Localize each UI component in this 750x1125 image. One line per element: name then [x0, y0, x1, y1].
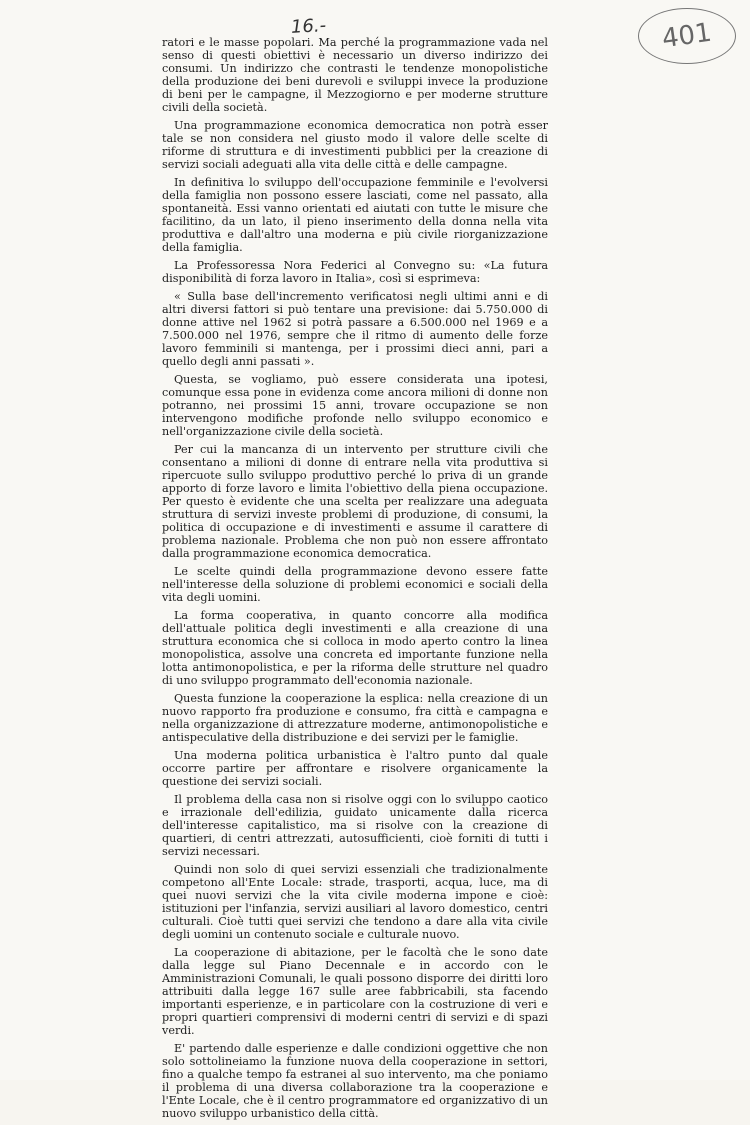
paragraph: La cooperazione di abitazione, per le facoltà che le sono date dalla legge sul Piano Decennale e in accordo con le Amministrazioni Comunali, le quali possono disporre dei diritti loro attribuiti dalla legge 167 sulle aree fabbricabili, sta facendo importanti esperienze, e in particolare con la costruzione di veri e propri quartieri comprensivi di moderni centri di servizi e di spazi verdi.: [162, 946, 548, 1037]
paragraph: Il problema della casa non si risolve oggi con lo sviluppo caotico e irrazionale dell'edilizia, guidato unicamente dalla ricerca dell'interesse capitalistico, ma si risolve con la creazione di quartieri, di centri attrezzati, autosufficienti, cioè forniti di tutti i servizi necessari.: [162, 793, 548, 858]
paragraph: Questa funzione la cooperazione la esplica: nella creazione di un nuovo rapporto fra produzione e consumo, fra città e campagna e nella organizzazione di attrezzature moderne, antimonopolistiche e antispeculative della distribuzione e dei servizi per le famiglie.: [162, 692, 548, 744]
paragraph: Una moderna politica urbanistica è l'altro punto dal quale occorre partire per affrontare e risolvere organicamente la questione dei servizi sociali.: [162, 749, 548, 788]
paragraph: Una programmazione economica democratica non potrà esser tale se non considera nel giusto modo il valore delle scelte di riforme di struttura e di investimenti pubblici per la creazione di servizi sociali adeguati alla vita delle città e delle campagne.: [162, 119, 548, 171]
paragraph: Questa, se vogliamo, può essere considerata una ipotesi, comunque essa pone in evidenza come ancora milioni di donne non potranno, nei prossimi 15 anni, trovare occupazione se non intervengono modifiche profonde nello sviluppo economico e nell'organizzazione civile della società.: [162, 373, 548, 438]
paragraph: ratori e le masse popolari. Ma perché la programmazione vada nel senso di questi obiettivi è necessario un diverso indirizzo dei consumi. Un indirizzo che contrasti le tendenze monopolistiche della produzione dei beni durevoli e sviluppi invece la produzione di beni per le campagne, il Mezzogiorno e per moderne strutture civili della società.: [162, 36, 548, 114]
paragraph: E' partendo dalle esperienze e dalle condizioni oggettive che non solo sottolineiamo la funzione nuova della cooperazione in settori, fino a qualche tempo fa estranei al suo intervento, ma che poniamo il problema di una diversa collaborazione tra la cooperazione e l'Ente Locale, che è il centro programmatore ed organizzativo di un nuovo sviluppo urbanistico della città.: [162, 1042, 548, 1120]
page-number: 16.-: [290, 15, 327, 38]
paragraph: Per cui la mancanza di un intervento per strutture civili che consentano a milioni di donne di entrare nella vita produttiva si ripercuote sullo sviluppo produttivo perché lo priva di un grande apporto di forze lavoro e limita l'obiettivo della piena occupazione. Per questo è evidente che una scelta per realizzare una adeguata struttura di servizi investe problemi di produzione, di consumi, la politica di occupazione e di investimenti e assume il carattere di problema nazionale. Problema che non può non essere affrontato dalla programmazione economica democratica.: [162, 443, 548, 560]
quotation-paragraph: « Sulla base dell'incremento verificatosi negli ultimi anni e di altri diversi fattori si può tentare una previsione: dai 5.750.000 di donne attive nel 1962 si potrà passare a 6.500.000 nel 1969 e a 7.500.000 nel 1976, sempre che il ritmo di aumento delle forze lavoro femminili si mantenga, per i prossimi dieci anni, pari a quello degli anni passati ».: [162, 290, 548, 368]
archive-mark-circle: [638, 8, 736, 64]
paragraph: Quindi non solo di quei servizi essenziali che tradizionalmente competono all'Ente Locale: strade, trasporti, acqua, luce, ma di quei nuovi servizi che la vita civile moderna impone e cioè: istituzioni per l'infanzia, servizi ausiliari al lavoro domestico, centri culturali. Cioè tutti quei servizi che tendono a dare alla vita civile degli uomini un contenuto sociale e culturale nuovo.: [162, 863, 548, 941]
paragraph: La forma cooperativa, in quanto concorre alla modifica dell'attuale politica degli investimenti e alla creazione di una struttura economica che si colloca in modo aperto contro la linea monopolistica, assolve una concreta ed importante funzione nella lotta antimonopolistica, e per la riforma delle strutture nel quadro di uno sviluppo programmato dell'economia nazionale.: [162, 609, 548, 687]
paragraph: Le scelte quindi della programmazione devono essere fatte nell'interesse della soluzione di problemi economici e sociali della vita degli uomini.: [162, 565, 548, 604]
paragraph: In definitiva lo sviluppo dell'occupazione femminile e l'evolversi della famiglia non possono essere lasciati, come nel passato, alla spontaneità. Essi vanno orientati ed aiutati con tutte le misure che facilitino, da un lato, il pieno inserimento della donna nella vita produttiva e dall'altro una moderna e più civile riorganizzazione della famiglia.: [162, 176, 548, 254]
archive-mark-number: 401: [660, 17, 714, 55]
document-body: [162, 36, 548, 1125]
paragraph: La Professoressa Nora Federici al Convegno su: «La futura disponibilità di forza lavoro in Italia», così si esprimeva:: [162, 259, 548, 285]
